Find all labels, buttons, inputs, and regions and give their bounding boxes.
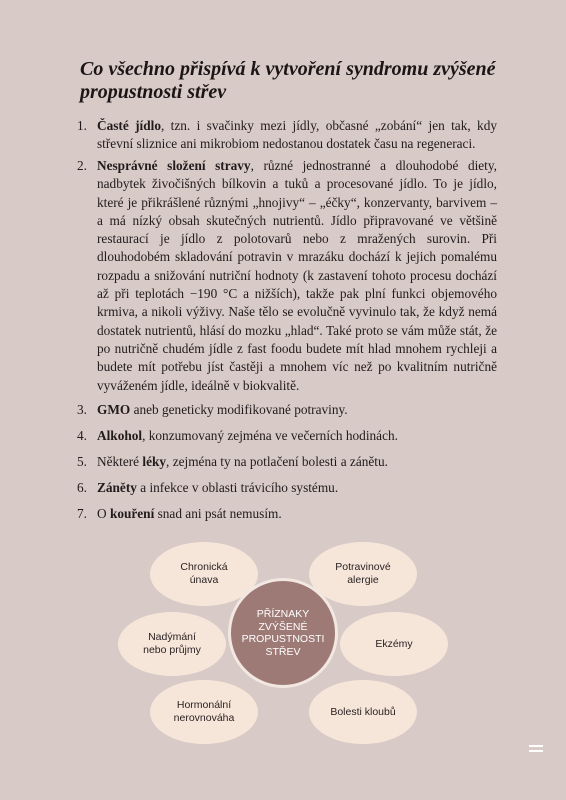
item-prefix: O [97, 506, 110, 521]
item-keyword: Alkohol [97, 428, 143, 443]
item-number: 5. [77, 454, 87, 469]
symptom-chronic-fatigue: Chronická únava [150, 542, 258, 606]
item-number: 4. [77, 428, 87, 443]
list-item [77, 453, 497, 471]
page-marker [529, 745, 543, 755]
symptom-bloating: Nadýmání nebo průjmy [118, 612, 226, 676]
item-number: 1. [77, 118, 87, 133]
list-item [77, 401, 497, 419]
list-item [77, 117, 497, 154]
list-item [77, 427, 497, 445]
item-text: , tzn. i svačinky mezi jídly, občasné „zobání“ jen tak, kdy střevní sliznice ani mikrobiom nedostanou dostatek času na regeneraci. [97, 118, 497, 152]
item-text: aneb geneticky modifikované potraviny. [130, 402, 348, 417]
list-item [77, 479, 497, 497]
list-item [77, 505, 497, 523]
item-keyword: GMO [97, 402, 131, 417]
page-title: Co všechno přispívá k vytvoření syndromu zvýšené propustnosti střev [80, 58, 496, 103]
symptom-eczema: Ekzémy [340, 612, 448, 676]
item-text: , různé jednostranné a dlouhodobé diety, nadbytek živočišných bílkovin a tuků a procesované jídlo. To je jídlo, které je přikrášlené různými „hnojivy“ – „éčky“, konzervanty, barvivem – a má nízký obsah skutečných nutrientů. Jídlo připravované ve většině restaurací je jídlo z polotovarů nebo z mražených surovin. Při dlouhodobém skladování potravin v mrazáku dochází k jejich pomalému rozpadu a snižování nutriční hodnoty (k zastavení tohoto procesu dochází až při teplotách −190 °C a nižších), takže pak plní funkci objemového krmiva, a nikoli výživy. Naše tělo se evolučně vyvinulo tak, že když nemá dostatek nutrientů, hlásí do mozku „hlad“. Také proto se vám může stát, že po nutričně chudém jídle z fast foodu budete mít hlad mnohem rychleji a budete mít potřebu jíst častěji a mnohem víc než po kvalitním nutričně vyváženém jídle, ideálně v biokvalitě. [97, 158, 497, 393]
item-text: a infekce v oblasti trávicího systému. [136, 480, 339, 495]
list-item [77, 157, 497, 395]
item-keyword: Záněty [97, 480, 137, 495]
item-text: , zejména ty na potlačení bolesti a zánětu. [166, 454, 388, 469]
item-number: 2. [77, 158, 87, 173]
symptoms-diagram [0, 530, 566, 740]
item-keyword: kouření [109, 506, 155, 521]
item-keyword: Nesprávné složení stravy [97, 158, 251, 173]
item-number: 6. [77, 480, 87, 495]
symptom-hormonal-imbalance: Hormonální nerovnováha [150, 680, 258, 744]
item-prefix: Některé [97, 454, 143, 469]
diagram-center [228, 578, 338, 688]
item-keyword: Časté jídlo [97, 118, 161, 133]
diagram-center-label: PŘÍZNAKY ZVÝŠENÉ PROPUSTNOSTI STŘEV [241, 608, 325, 658]
item-text: snad ani psát nemusím. [154, 506, 282, 521]
item-number: 3. [77, 402, 87, 417]
symptom-food-allergy: Potravinové alergie [309, 542, 417, 606]
item-number: 7. [77, 506, 87, 521]
symptom-joint-pain: Bolesti kloubů [309, 680, 417, 744]
item-text: , konzumovaný zejména ve večerních hodinách. [142, 428, 398, 443]
item-keyword: léky [142, 454, 167, 469]
